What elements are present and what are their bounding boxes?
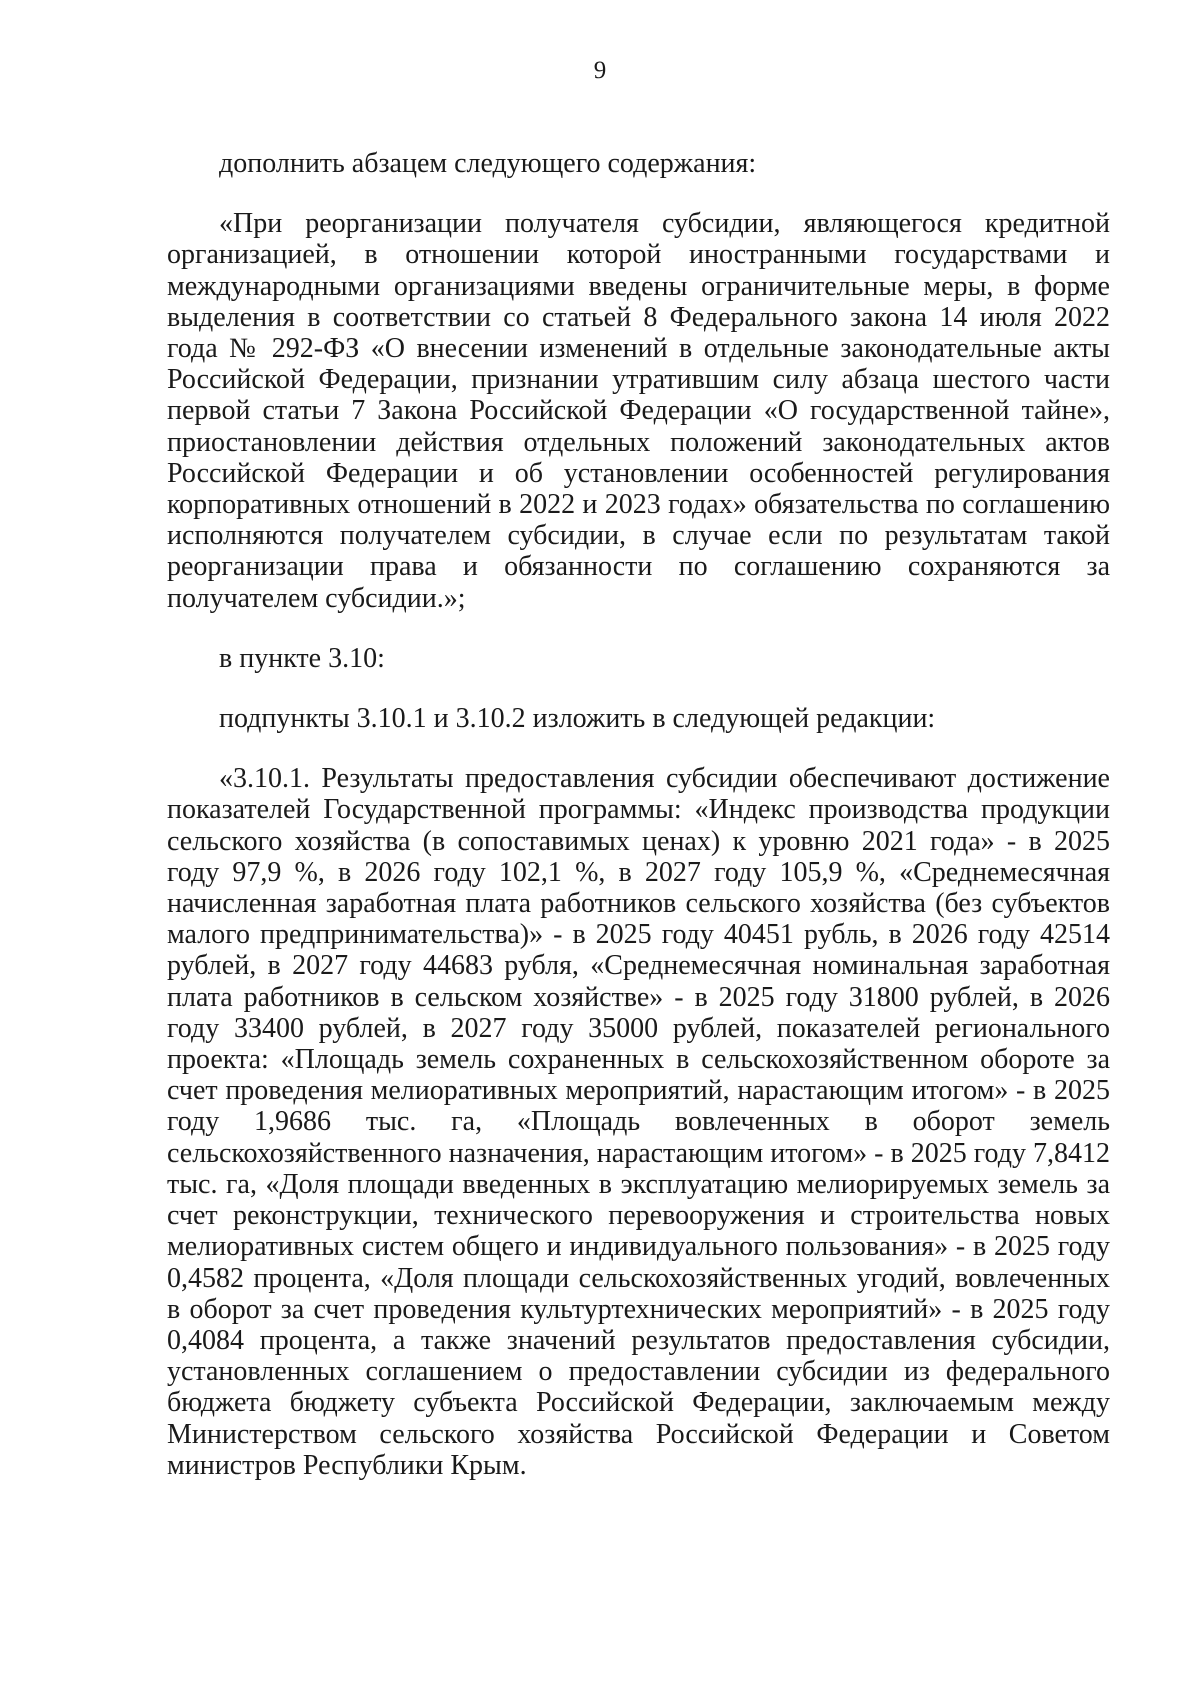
paragraph-clause-ref: в пункте 3.10:	[219, 642, 385, 674]
paragraph-subclauses: подпункты 3.10.1 и 3.10.2 изложить в следующей редакции:	[219, 703, 936, 735]
paragraph-results: «3.10.1. Результаты предоставления субсидии обеспечивают достижение показателей Государственной программы: «Индекс производства продукции сельского хозяйства (в сопоставимых ценах) к уровню 2021 года» - в 2025 году 97,9 %, в 2026 году 102,1 %, в 2027 году 105,9 %, «Среднемесячная начисленная заработная плата работников сельского хозяйства (без субъектов малого предпринимательства)» - в 2025 году 40451 рубль, в 2026 году 42514 рублей, в 2027 году 44683 рубля, «Среднемесячная номинальная заработная плата работников в сельском хозяйстве» - в 2025 году 31800 рублей, в 2026 году 33400 рублей, в 2027 году 35000 рублей, показателей регионального проекта: «Площадь земель сохраненных в сельскохозяйственном обороте за счет проведения мелиоративных мероприятий, нарастающим итогом» - в 2025 году 1,9686 тыс. га, «Площадь вовлеченных в оборот земель сельскохозяйственного назначения, нарастающим итогом» - в 2025 году 7,8412 тыс. га, «Доля площади введенных в эксплуатацию мелиорируемых земель за счет реконструкции, технического перевооружения и строительства новых мелиоративных систем общего и индивидуального пользования» - в 2025 году 0,4582 процента, «Доля площади сельскохозяйственных угодий, вовлеченных в оборот за счет проведения культуртехнических мероприятий» - в 2025 году 0,4084 процента, а также значений результатов предоставления субсидии, установленных соглашением о предоставлении субсидии из федерального бюджета бюджету субъекта Российской Федерации, заключаемым между Министерством сельского хозяйства Российской Федерации и Советом министров Республики Крым.	[167, 763, 1110, 1481]
document-body	[167, 148, 1110, 1481]
paragraph-reorganization: «При реорганизации получателя субсидии, являющегося кредитной организацией, в отношении которой иностранными государствами и международными организациями введены ограничительные меры, в форме выделения в соответствии со статьей 8 Федерального закона 14 июля 2022 года № 292-ФЗ «О внесении изменений в отдельные законодательные акты Российской Федерации, признании утратившим силу абзаца шестого части первой статьи 7 Закона Российской Федерации «О государственной тайне», приостановлении действия отдельных положений законодательных актов Российской Федерации и об установлении особенностей регулирования корпоративных отношений в 2022 и 2023 годах» обязательства по соглашению исполняются получателем субсидии, в случае если по результатам такой реорганизации права и обязанности по соглашению сохраняются за получателем субсидии.»;	[167, 208, 1110, 614]
page-number: 9	[593, 57, 607, 84]
paragraph-intro: дополнить абзацем следующего содержания:	[219, 148, 757, 179]
